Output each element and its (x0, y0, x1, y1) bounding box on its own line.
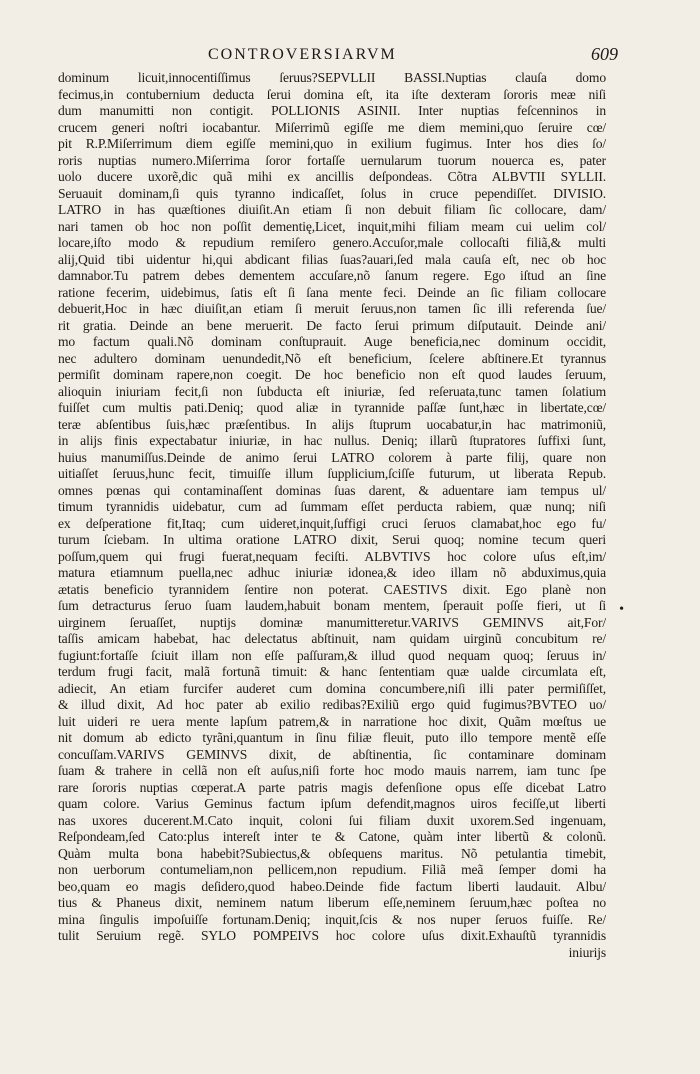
body-text (58, 70, 606, 970)
text-line: LATRO in has quæſtiones diuiſit.An etiam ſi non debuit filiam ſic collocare, dam/ (58, 202, 606, 217)
text-line: alioquin iniuriam fecit,ſi non ſubducta eſt iniuriæ, ſed reſeruata,tunc tamen ſolatium (58, 383, 606, 399)
text-line: nari tamen ob hoc non poſſit dementię,Licet, inquit,mihi filiam meam cui uelim col/ (58, 218, 606, 234)
text-line: teræ abſentibus ſuis,hæc præſentibus. In alijs ſtuprum uocabatur,in hac matrimoniũ, (58, 416, 606, 432)
text-line: mina ſingulis impoſuiſſe fortunam.Deniq; inquit,ſcis & nos nuper ſeruos fuiſſe. Re/ (58, 911, 606, 927)
text-line: & illud dixit, Ad hoc pater ab exilio redibas?Exiliũ ergo quid fugimus?BVTEO uo/ (58, 697, 606, 712)
text-line: huius manumiſſus.Deinde de animo ſerui LATRO colorem à parte filij, quare non (58, 449, 606, 465)
text-line: mo factum quali.Nõ dominam conſtuprauit. Auge beneficia,nec dominum occidit, (58, 334, 606, 349)
text-line: Reſpondeam,ſed Cato:plus intereſt inter te & Catone, quàm inter libertũ & colonũ. (58, 829, 606, 844)
text-line: ratione fecerim, uidebimus, ſatis eſt ſi ſana mente feci. Deinde an ſic filiam collocare (58, 284, 606, 300)
catchword: iniurijs (568, 944, 606, 960)
text-line: terdum frugi facit, malã fortunã timuit: & hanc ſententiam quæ ualde circumlata eſt, (58, 664, 606, 679)
margin-mark: • (619, 602, 624, 617)
text-line: taſſis amicam habebat, hac delectatus abſtinuit, nam quidam uirginũ concubitum re/ (58, 631, 606, 646)
text-line: debuerit,Hoc in hæc diuiſit,an etiam ſi meruit ſeruus,non tamen ſic illi referenda ſue/ (58, 301, 606, 316)
text-line: uirginem ſeruaſſet, nuptijs dominæ manumitteretur.VARIVS GEMINVS ait,For/ (58, 614, 606, 630)
text-line: concuſſam.VARIVS GEMINVS dixit, de abſtinentia, ſic contaminare dominam (58, 746, 606, 762)
text-line: rit gratia. Deinde an bene meruerit. De facto ſerui primum diſputauit. Deinde ani/ (58, 317, 606, 333)
text-line: omnes pœnas qui contaminaſſent dominas ſuas darent, & aduentare iam tempus ul/ (58, 482, 606, 498)
text-line: ex deſperatione fit,Itaq; cum uideret,inquit,ſuffigi cruci ſeruos clamabat,hoc ego fu/ (58, 515, 606, 531)
text-line: ſum detracturus ſeruo ſuam laudem,habuit bonam mentem, ſperauit poſſe fieri, ut ſi (58, 598, 606, 613)
text-line: fugiunt:fortaſſe ſciuit illam non eſſe paſſuram,& illud quod nequam quoq; ſeruus in/ (58, 647, 606, 663)
text-line: uitiaſſet ſeruus,hunc fecit, timuiſſe illum ſupplicium,ſciſſe futurum, ut liberata Repub. (58, 466, 606, 481)
text-line: rare ſororis nuptias cœperat.A parte patris magis defenſione opus eſſe dicebat Latro (58, 779, 606, 795)
text-line: ſuam & trahere in cellã non eſt auſus,niſi forte hoc modo mauis narrem, iam tunc ſpe (58, 763, 606, 778)
text-line: poſſum,quem qui frugi fuerat,nequam feciſti. ALBVTIVS hoc colore uſus eſt,im/ (58, 548, 606, 564)
text-line: in alijs finis expectabatur iniuriæ, in hac nullus. Deniq; illarũ ſtupratores ſuffixi ſunt, (58, 433, 606, 448)
text-line: uolo ducere uxorẽ,dic quã mihi ex ancillis deſpondeas. Cõtra ALBVTII SYLLII. (58, 169, 606, 184)
text-line: adiecit, An etiam furcifer auderet cum domina concumbere,niſi illi pater permiſiſſet, (58, 680, 606, 696)
text-line: ætatis beneficio tyrannidem ſentire non poterat. CAESTIVS dixit. Ego planè non (58, 581, 606, 597)
text-line: Quàm multa bona habebit?Subiectus,& obſequens maritus. Nõ petulantia timebit, (58, 845, 606, 861)
text-line: nec adultero dominam uenundedit,Nõ eſt beneficium, ſcelere abſtinere.Et tyrannus (58, 350, 606, 366)
running-head: CONTROVERSIARVM (208, 46, 397, 63)
text-line: fecimus,in contubernium deducta ſerui domina eſt, ita iſte dexteram ſororis meæ niſi (58, 86, 606, 102)
text-line: tius & Phaneus dixit, neminem natum liberum eſſe,neminem ſeruum,hæc poſtea no (58, 895, 606, 910)
text-line: Seruauit dominam,ſi quis tyranno indicaſſet, ſolus in cruce pependiſſet. DIVISIO. (58, 185, 606, 201)
text-line: damnabor.Tu patrem debes dementem accuſare,nõ ſanum regere. Ego iſtud an ſine (58, 268, 606, 283)
text-line: turum ſciebam. In ultima oratione LATRO dixit, Serui quoq; nomine tecum queri (58, 532, 606, 547)
text-line: dominum licuit,innocentiſſimus ſeruus?SEPVLLII BASSI.Nuptias clauſa domo (58, 70, 606, 85)
text-line: locare,iſto modo & repudium remiſero genero.Accuſor,male collocaſti filiã,& multi (58, 235, 606, 250)
page-header (58, 46, 618, 68)
text-line: quam colore. Varius Geminus factum ipſum defendit,magnos uiros feciſſe,ut liberti (58, 796, 606, 811)
text-line: timum tyrannidis uidebatur, cum ad ſummam eſſet perducta rabiem, quæ nunq; niſi (58, 499, 606, 514)
text-line: fuiſſet cum multis pati.Deniq; quod aliæ in tyrannide paſſæ ſunt,hæc in libertate,cœ/ (58, 400, 606, 415)
text-line: tulit Seruium regẽ. SYLO POMPEIVS hoc colore uſus dixit.Exhauſtũ tyrannidis (58, 928, 606, 943)
text-line: matura etiamnum puella,nec adhuc iniuriæ idonea,& ideo illam nõ abduximus,quia (58, 565, 606, 580)
folio-number: 609 (591, 44, 618, 64)
text-line: crucem generi noſtri iocabantur. Miſerrimũ egiſſe me diem memini,quo ſeruire cœ/ (58, 119, 606, 135)
text-line: nas uxores ducerent.M.Cato inquit, coloni ſui filiam duxit uxorem.Sed ingenuam, (58, 812, 606, 828)
text-line: beo,quam eo magis deſidero,quod habeo.Deinde fide factum liberti laudauit. Albu/ (58, 878, 606, 894)
text-line: nit domum ab edicto tyrãni,quantum in ſinu filiæ fleuit, puto illo tempore mentẽ eſſe (58, 730, 606, 745)
text-line: non uerborum contumeliam,non pellicem,non repudium. Filiã meã ſemper domi ha (58, 862, 606, 877)
text-line: pit R.P.Miſerrimum diem egiſſe memini,quo in exilium fugimus. Inter hos dies ſo/ (58, 136, 606, 151)
text-line: alij,Quid tibi uidentur hi,qui abdicant filias ſuas?auari,ſed mala cauſa eſt, nec ob hoc (58, 251, 606, 267)
text-line: permiſit dominam rapere,non coegit. De hoc beneficio non eſt quod laudes ſeruum, (58, 367, 606, 382)
text-line: dum manumitti non contigit. POLLIONIS ASINII. Inter nuptias feſcenninos in (58, 103, 606, 118)
text-line: luit uideri re uera mente lapſum patrem,& in narratione hoc dixit, Quãm mœſtus ue (58, 713, 606, 729)
text-line: roris nuptias numero.Miſerrima ſoror fortaſſe uernularum tuorum nouerca es, pater (58, 152, 606, 168)
